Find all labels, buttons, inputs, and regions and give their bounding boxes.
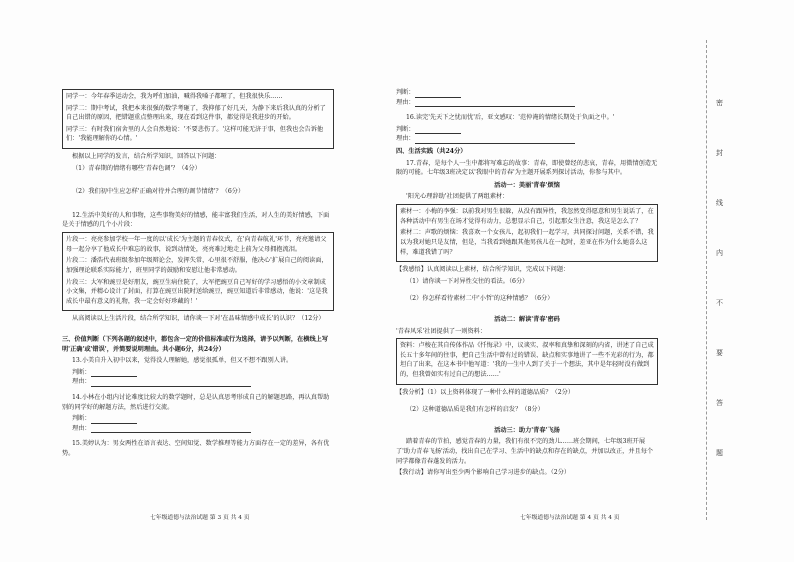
question-1: （1）青春期的情绪有哪些'青春色调'？（4分） <box>72 164 201 172</box>
activity-2-title: 活动二：解读'青春'密码 <box>494 315 560 323</box>
question-analyze-2: （2）这种道德品质是我们有怎样的启发？（8分） <box>406 406 544 414</box>
think-prompt: 【我感悟】认真阅读以上素材，结合所学知识，完成以下问题： <box>396 266 570 274</box>
material-2: 素材二：声歌的烦恼：我喜欢一个女孩儿，起初我们一起学习，共同探讨问题，关系不错，我以为我对她只是友情，但是，当我看到她跟其他男孩儿在一起时，差亚在作为什么她喜么这样，难道我错了吗？ <box>400 229 654 256</box>
answer-blank[interactable] <box>91 417 137 424</box>
judge-label: 判断： <box>72 368 91 376</box>
activity-2-intro: '青春风采'社团提供了一则资料： <box>396 327 487 335</box>
answer-blank[interactable] <box>415 127 461 134</box>
judge-label: 判断： <box>72 415 91 423</box>
fragment-box <box>62 232 334 311</box>
analyze-prompt: 【我分析】（1）以上资料体现了一种什么样的道德品质？（2分） <box>396 388 575 396</box>
footer-right: 七年级道德与法治试题 第 4 页 共 4 页 <box>520 515 620 521</box>
reason-label: 理由： <box>72 424 91 432</box>
fragment-3: 片段三：大军和豌豆是好朋友，豌豆生病住院了，大军把豌豆自己写好的学习感悟的小文章制成小文集，并精心设计了封面，打算在豌豆出院时送给豌豆，豌豆知道后非常感动，他说：'这是我成长中最有意义的礼物，我一定会好好珍藏的！' <box>66 278 328 305</box>
reason-line <box>396 98 658 108</box>
resource-box <box>396 338 658 384</box>
intro-text: 根据以上同学的发言，结合所学知识，回答以下问题： <box>72 153 221 161</box>
question-15: 15.美婷认为：男女两性在语言表达、空间知觉、数学推理等能力方面存在一定的差异，各有优势。 <box>62 440 330 458</box>
question-12b: 从高阅读以上生活片段，结合所学知识，请你谈一下对'在品味情感中成长'的认识？（12分） <box>72 315 325 323</box>
fragment-1: 片段一：亮亮参加学校一年一度的以'成长'为主题的青春仪式，在'向青春航礼'环节，亮亮邀请父母一起分享了他成长中难忘的故事，说到动情处，亮亮难过地走上前为父母拥抱流泪。 <box>66 236 327 253</box>
question-17-2: （2）你怎样看待素材二中'小哲'的这种情感？（6分） <box>406 295 554 303</box>
resource-text: 资料：卢梭在其自传体作品《忏悔录》中，议谈实、叔率和真挚和深刻的内省，讲述了自己成长五十多年间的往事，把自己生活中曾有过的错误、缺点和实事地讲了一些不光彩的行为，都坦白了出来，在这本书中他写道：'我的一生中人到了关于一个想法，其中是年轻时没有做到的，但我曾如实有过自己的想法……' <box>400 342 654 379</box>
seal-char: 封 <box>716 149 723 157</box>
activity-1-intro: '阳光心理辞助'社团提供了两组素材： <box>406 193 509 201</box>
judge-line <box>396 88 658 98</box>
question-12: 12.生活中美好的人和事物，这些事物美好的情感，能丰富我们生活，对人生的美好情感，下面是关于情感的几个小片段： <box>62 211 330 229</box>
speech-1: 同学一：今年春季运动会，我为呼们加油，喊得我嗓子都哑了，但我很快乐…… <box>66 93 283 100</box>
reason-line <box>62 424 334 434</box>
speech-box <box>62 89 334 149</box>
right-column <box>396 88 658 480</box>
seal-char: 题 <box>716 449 723 457</box>
seal-char: 答 <box>716 399 723 407</box>
answer-blank[interactable] <box>91 370 137 377</box>
judge-line <box>62 414 334 424</box>
seal-char: 密 <box>716 99 723 107</box>
material-1: 素材一：小梅的李强：以前我对男生很躲，从没有跟异性，我忽然变得愿意和男生说话了，在各种活动中有男生在场才觉得有动力，总想显示自己，引起那女生注意，我这是怎么了？ <box>400 208 654 225</box>
speech-2: 同学二：期中考试，我把本来很强的数学考砸了，我抑郁了好几天，为静下来后我认真的分析了自己出错的原因，把错题重点整理出来，现在看到这件事，都觉得是我进步的开始。 <box>66 104 326 122</box>
reason-label: 理由： <box>396 98 415 106</box>
reason-line <box>396 134 658 144</box>
seal-text <box>716 40 736 520</box>
question-17-1: （1）请你谈一下对异性交往的看法。（6分） <box>406 277 529 285</box>
footer-left: 七年级道德与法治试题 第 3 页 共 4 页 <box>150 515 250 521</box>
seal-line <box>706 40 707 520</box>
seal-char: 内 <box>716 249 723 257</box>
judge-label: 判断： <box>396 125 415 133</box>
seal-char: 线 <box>716 199 723 207</box>
answer-blank[interactable] <box>91 426 251 433</box>
activity-3-title: 活动三：助力'青春'飞扬 <box>494 426 560 434</box>
question-14: 14.小林在小组内讨论难度比较大的数学题时，总是认真思考形成自己的解题思路，再认真帮助别的同学好的解题方法，然后进行交流。 <box>62 394 330 411</box>
seal-char: 不 <box>716 299 723 307</box>
material-box <box>396 204 658 262</box>
section-3-title: 三、价值判断（下列各题的叙述中，都包含一定的价值标准或行为选择，请予以判断，在横线上写明'正确'或'错误'，并简要说明理由。共小题6分，共24分） <box>62 335 329 353</box>
answer-blank[interactable] <box>415 100 575 107</box>
answer-blank[interactable] <box>91 380 251 387</box>
answer-blank[interactable] <box>415 91 461 98</box>
speech-3: 同学三：有时我们宿舍里的人会自然地说：'不要悲伤了。'这样可能无济于事，但我也会告诉他们：'我能理解你的心情。' <box>66 125 324 143</box>
answer-blank[interactable] <box>415 137 575 144</box>
question-16: 16.读完'先天下之忧而忧'后，亚文感叹：'范仲淹的情绪长期处于负面之中。' <box>406 114 615 122</box>
reason-label: 理由： <box>396 135 415 143</box>
judge-line <box>62 368 334 378</box>
seal-char: 要 <box>716 349 723 357</box>
reason-label: 理由： <box>72 378 91 386</box>
question-2: （2）我们初中生应怎样'正确对待并合理的调节情绪'？（6分） <box>72 188 245 196</box>
judge-label: 判断： <box>396 89 415 96</box>
action-prompt: 【我行动】请你写出至少两个影响自己学习进步的缺点。（2分） <box>396 469 571 477</box>
question-17: 17.青春，是每个人一生中都将写难忘的故事：青春，即使曾经的悲哀，青春，用微情创造无限的可能。七年级3班决定以'我眼中的青春'为主题开展系列探讨活动，你参与其中。 <box>396 159 658 177</box>
question-13: 13.小美自升入初中以来，觉得没人理解她，感觉很孤单，但又不想不跟别人讲。 <box>72 357 293 365</box>
left-column <box>62 88 334 461</box>
activity-1-title: 活动一：美丽'青春'烦恼 <box>494 181 560 189</box>
section-4-title: 四、生活实践（共24分） <box>396 148 467 156</box>
judge-line <box>396 125 658 135</box>
reason-line <box>62 377 334 387</box>
fragment-2: 片段二：潘浩代表班级参加年级辩论会，发挥失常，心里很不舒服，他决心'扩展自己的阅读面，加强理论联系实际能力'，班里同学的鼓励和安慰让他非常感动。 <box>66 257 328 274</box>
activity-3-text: 踏着青春的节拍，感觉青春的力量，我们有很不完的劲儿……班会期间，七年级3班开展了'助力青春飞扬'活动，找出自己在学习、生活中的缺点和存在的缺点，并加以改正，并且每个同学都像青春蓬发的活力。 <box>396 438 654 465</box>
